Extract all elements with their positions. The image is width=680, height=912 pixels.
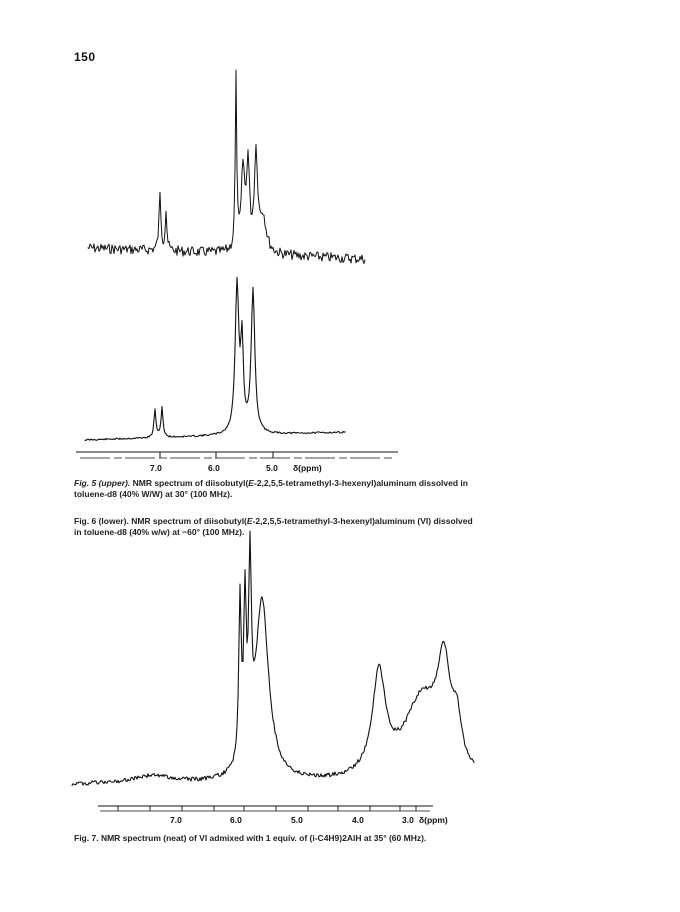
fig6-caption-label: Fig. 6	[74, 516, 97, 526]
fig7-tick-3: 3.0	[402, 815, 414, 825]
fig7-tick-5: 5.0	[291, 815, 303, 825]
fig6-caption	[74, 516, 614, 538]
fig7-tick-7: 7.0	[170, 815, 182, 825]
fig6-trace	[85, 277, 345, 440]
fig7-caption	[74, 833, 614, 844]
fig56-axis	[76, 448, 406, 464]
fig5-caption-line2: toluene-d8 (40% W/W) at 30° (100 MHz).	[74, 489, 233, 499]
fig5-caption-label: Fig. 5	[74, 478, 97, 488]
fig7-trace	[72, 531, 474, 785]
fig7-spectrum	[72, 570, 482, 800]
fig6-caption-pre: NMR spectrum of diisobutyl(	[131, 516, 247, 526]
fig5-caption	[74, 478, 614, 500]
fig56-axis-unit: δ(ppm)	[293, 463, 322, 473]
fig6-caption-compound: E	[246, 516, 253, 526]
fig56-tick-5: 5.0	[266, 463, 278, 473]
fig5-caption-post: -2,2,5,5-tetramethyl-3-hexenyl)aluminum dissolved in	[253, 478, 468, 488]
fig7-axis	[98, 801, 438, 817]
fig5-trace	[88, 70, 365, 263]
fig7-caption-label: Fig. 7.	[74, 833, 99, 843]
fig5-caption-pre: NMR spectrum of diisobutyl(	[132, 478, 249, 488]
fig5-caption-compound: E	[248, 478, 254, 488]
page-number: 150	[74, 50, 96, 64]
fig6-caption-post: -2,2,5,5-tetramethyl-3-hexenyl)aluminum (VI) dissolved	[252, 516, 473, 526]
fig56-tick-6: 6.0	[208, 463, 220, 473]
fig7-caption-text: NMR spectrum (neat) of VI admixed with 1 equiv. of (i-C4H9)2AlH at 35° (60 MHz).	[100, 833, 427, 843]
fig7-tick-4: 4.0	[352, 815, 364, 825]
fig56-tick-7: 7.0	[150, 463, 162, 473]
fig5-caption-sub: (upper).	[98, 478, 131, 488]
fig6-caption-line2: in toluene-d8 (40% w/w) at −60° (100 MHz).	[74, 527, 245, 537]
fig7-axis-unit: δ(ppm)	[419, 815, 448, 825]
fig5-spectrum	[88, 70, 373, 275]
fig6-caption-sub: (lower).	[98, 516, 129, 526]
fig7-tick-6: 6.0	[230, 815, 242, 825]
fig6-spectrum	[85, 280, 355, 445]
